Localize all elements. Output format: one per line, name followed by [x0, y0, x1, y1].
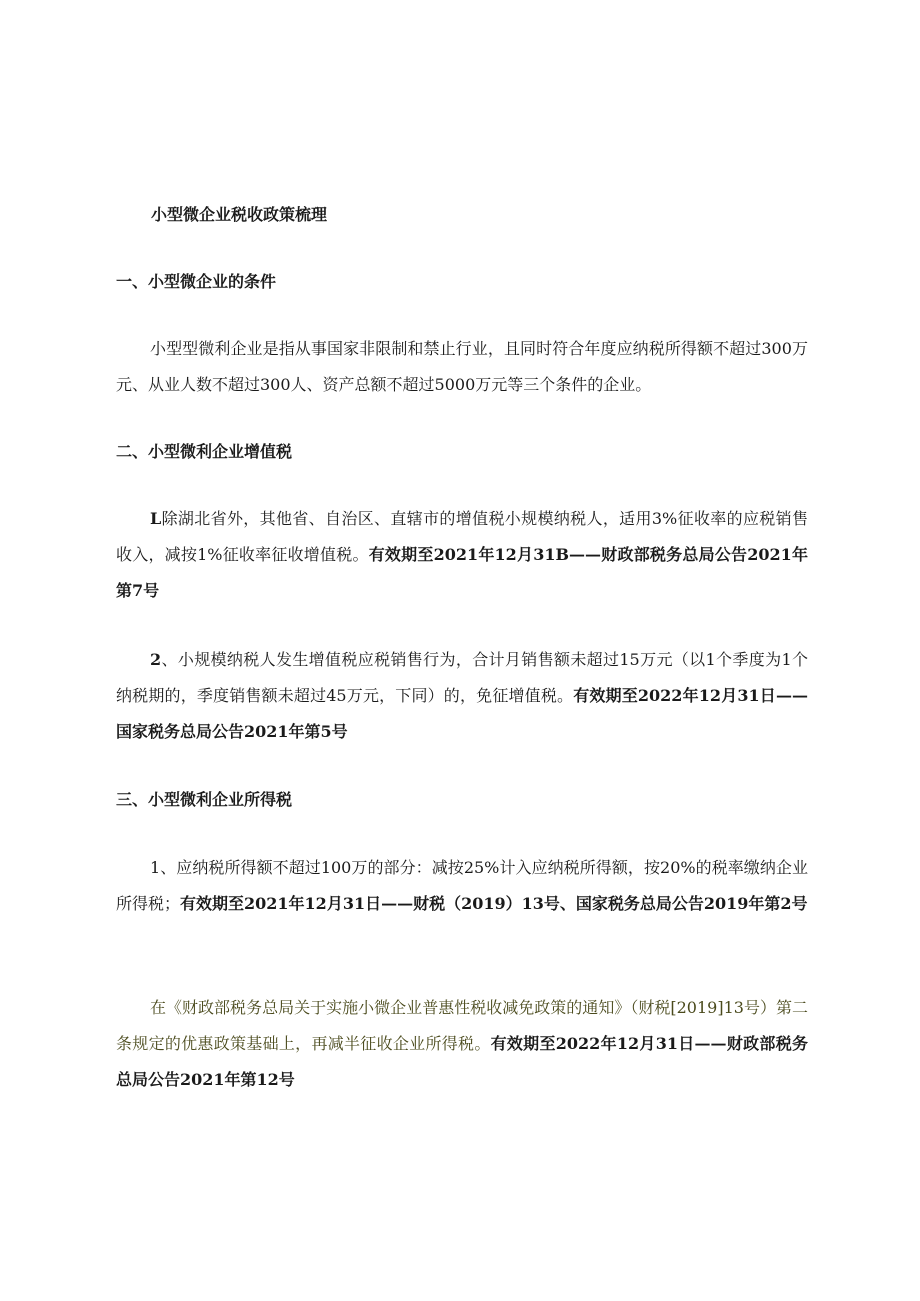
section-heading-vat: 二、小型微利企业增值税	[116, 442, 293, 461]
paragraph-vat-2	[116, 642, 808, 750]
paragraph-conditions	[116, 331, 808, 403]
paragraph-text: 、小规模纳税人发生增值税应税销售行为，合计月销售额未超过15万元（以1个季度为1个纳税期的，季度销售额未超过45万元，下同）的，免征增值税。	[116, 650, 808, 705]
paragraph-lead: 2	[150, 650, 162, 669]
paragraph-validity: 有效期至2022年12月31日——国家税务总局公告2021年第5号	[116, 686, 808, 741]
paragraph-text: 在《财政部税务总局关于实施小微企业普惠性税收减免政策的通知》（财税[2019]13号）第二条规定的优惠政策基础上，再减半征收企业所得税。	[116, 998, 808, 1053]
paragraph-text: 1、应纳税所得额不超过100万的部分：减按25%计入应纳税所得额，按20%的税率缴纳企业所得税；	[116, 858, 808, 913]
paragraph-validity: 有效期至2021年12月31日——财税（2019）13号、国家税务总局公告2019年第2号	[180, 894, 808, 913]
paragraph-text: 小型型微利企业是指从事国家非限制和禁止行业，且同时符合年度应纳税所得额不超过300万元、从业人数不超过300人、资产总额不超过5000万元等三个条件的企业。	[116, 339, 808, 394]
paragraph-validity: 有效期至2022年12月31日——财政部税务总局公告2021年第12号	[116, 1034, 808, 1089]
section-heading-income-tax: 三、小型微利企业所得税	[116, 790, 293, 809]
paragraph-text: 除湖北省外，其他省、自治区、直辖市的增值税小规模纳税人，适用3%征收率的应税销售收入，减按1%征收率征收增值税。	[116, 509, 808, 564]
paragraph-income-tax-2	[116, 990, 808, 1098]
paragraph-lead: L	[150, 509, 162, 528]
section-heading-conditions: 一、小型微企业的条件	[116, 272, 277, 291]
paragraph-validity: 有效期至2021年12月31B——财政部税务总局公告2021年第7号	[116, 545, 808, 600]
paragraph-income-tax-1	[116, 850, 808, 922]
document-title: 小型微企业税收政策梳理	[151, 205, 328, 224]
paragraph-vat-1	[116, 501, 808, 609]
